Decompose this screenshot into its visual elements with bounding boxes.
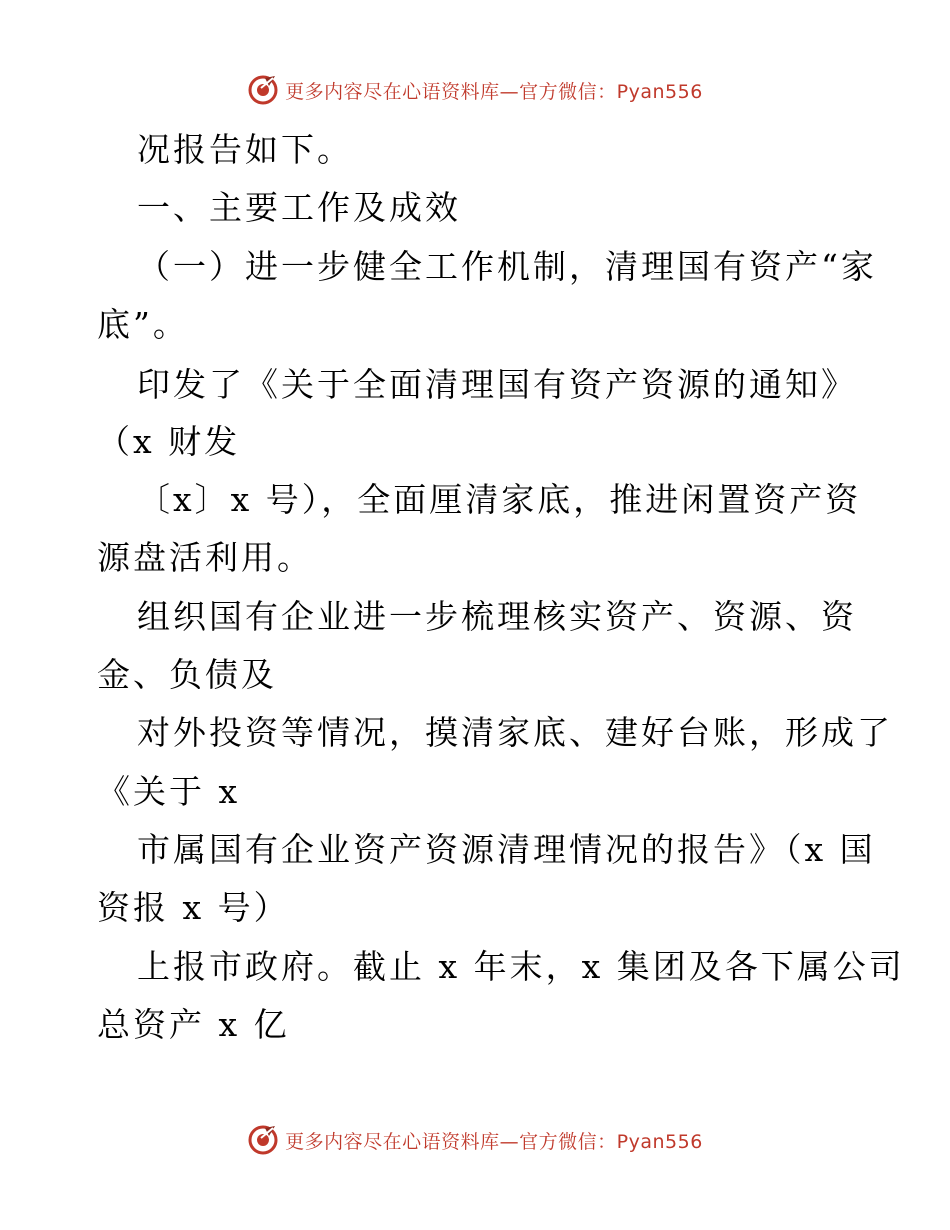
footer-banner-text: 更多内容尽在心语资料库—官方微信：Pyan556 <box>285 1130 703 1153</box>
pen-circle-logo-icon <box>247 74 279 106</box>
body-line: 资报 x 号） <box>97 888 290 927</box>
header-banner-inner <box>247 74 703 106</box>
body-line: 况报告如下。 <box>137 130 353 169</box>
body-line: 印发了《关于全面清理国有资产资源的通知》 <box>137 365 857 404</box>
body-line: （x 财发 <box>97 422 241 461</box>
body-line: 市属国有企业资产资源清理情况的报告》（x 国 <box>137 830 876 869</box>
body-line: 底”。 <box>97 305 189 344</box>
body-line: 源盘活利用。 <box>97 538 313 577</box>
header-banner-text: 更多内容尽在心语资料库—官方微信：Pyan556 <box>285 80 703 103</box>
body-line: 《关于 x <box>97 772 241 811</box>
footer-banner <box>0 1120 950 1160</box>
body-line: 总资产 x 亿 <box>97 1005 290 1044</box>
body-line: 组织国有企业进一步梳理核实资产、资源、资 <box>137 597 857 636</box>
body-line: 上报市政府。截止 x 年末，x 集团及各下属公司 <box>137 947 905 986</box>
footer-banner-inner <box>247 1124 703 1156</box>
body-line: 对外投资等情况，摸清家底、建好台账，形成了 <box>137 713 893 752</box>
body-line: 金、负债及 <box>97 655 277 694</box>
pen-circle-logo-icon <box>247 1124 279 1156</box>
header-banner <box>0 70 950 110</box>
section-heading: 一、主要工作及成效 <box>137 188 461 227</box>
subsection-heading: （一）进一步健全工作机制，清理国有资产“家 <box>137 247 877 286</box>
body-line: 〔x〕x 号），全面厘清家底，推进闲置资产资 <box>137 480 862 519</box>
